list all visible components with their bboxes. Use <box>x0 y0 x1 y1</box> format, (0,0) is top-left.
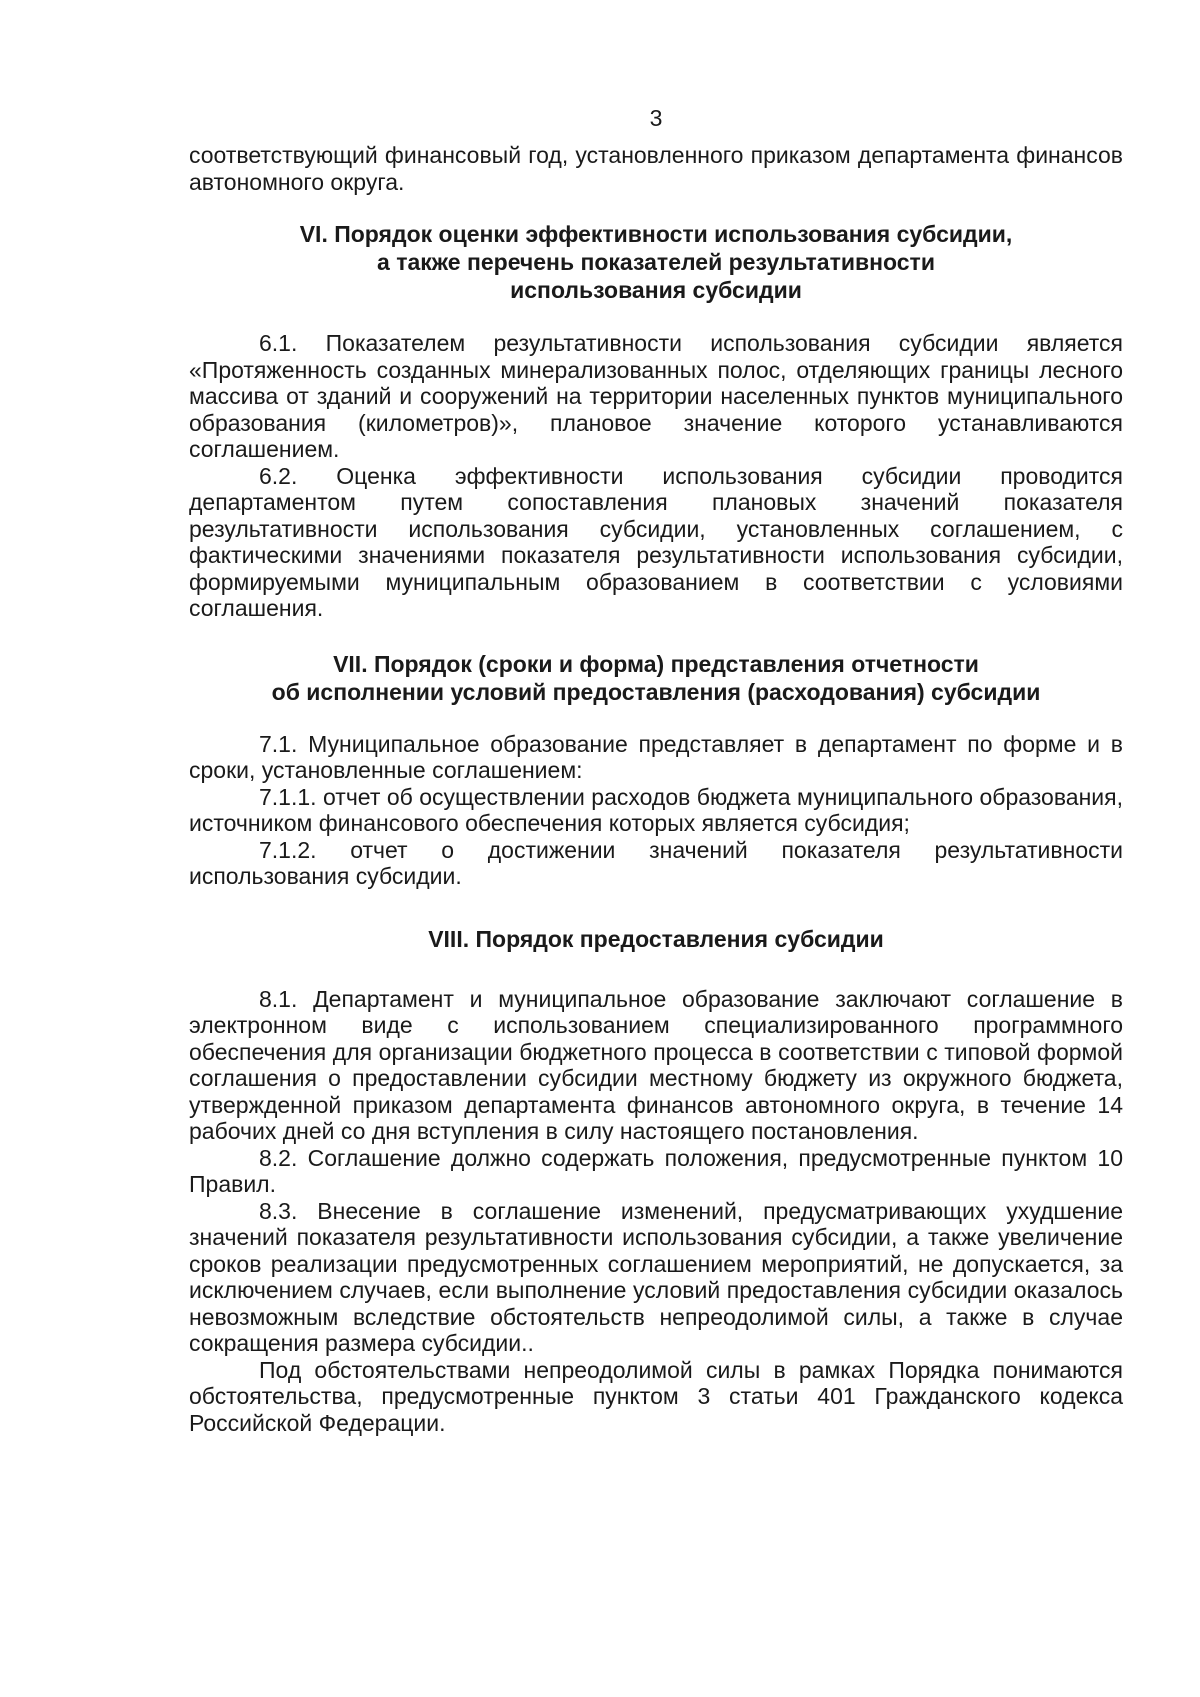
section-7-heading <box>189 650 1123 706</box>
section-6-heading <box>189 220 1123 304</box>
text-column <box>189 104 1123 1436</box>
paragraph-8-3: 8.3. Внесение в соглашение изменений, предусматривающих ухудшение значений показателя результативности использования субсидии, а также увеличение сроков реализации предусмотренных соглашением мероприятий, не допускается, за исключением случаев, если выполнение условий предоставления субсидии оказалось невозможным вследствие обстоятельств непреодолимой силы, а также в случае сокращения размера субсидии.. <box>189 1197 1123 1356</box>
paragraph-8-1: 8.1. Департамент и муниципальное образование заключают соглашение в электронном виде с использованием специализированного программного обеспечения для организации бюджетного процесса в соответствии с типовой формой соглашения о предоставлении субсидии местному бюджету из окружного бюджета, утвержденной приказом департамента финансов автономного округа, в течение 14 рабочих дней со дня вступления в силу настоящего постановления. <box>189 985 1123 1144</box>
heading-line: использования субсидии <box>510 277 802 303</box>
intro-paragraph: соответствующий финансовый год, установленного приказом департамента финансов автономного округа. <box>189 142 1123 195</box>
paragraph-force-majeure: Под обстоятельствами непреодолимой силы в рамках Порядка понимаются обстоятельства, предусмотренные пунктом 3 статьи 401 Гражданского кодекса Российской Федерации. <box>189 1356 1123 1436</box>
section-8-heading <box>189 925 1123 953</box>
paragraph-6-1: 6.1. Показателем результативности использования субсидии является «Протяженность созданных минерализованных полос, отделяющих границы лесного массива от зданий и сооружений на территории населенных пунктов муниципального образования (километров)», плановое значение которого устанавливаются соглашением. <box>189 330 1123 462</box>
heading-line: а также перечень показателей результативности <box>377 249 935 275</box>
heading-line: об исполнении условий предоставления (расходования) субсидии <box>271 678 1041 705</box>
heading-line: VII. Порядок (сроки и форма) представления отчетности <box>333 650 979 677</box>
heading-line: VI. Порядок оценки эффективности использования субсидии, <box>299 221 1013 247</box>
paragraph-7-1: 7.1. Муниципальное образование представляет в департамент по форме и в сроки, установленные соглашением: <box>189 730 1123 783</box>
paragraph-7-1-2: 7.1.2. отчет о достижении значений показателя результативности использования субсидии. <box>189 836 1123 889</box>
paragraph-8-2: 8.2. Соглашение должно содержать положения, предусмотренные пунктом 10 Правил. <box>189 1144 1123 1197</box>
page-number: 3 <box>649 105 663 131</box>
heading-line: VIII. Порядок предоставления субсидии <box>428 925 884 952</box>
paragraph-7-1-1: 7.1.1. отчет об осуществлении расходов бюджета муниципального образования, источником финансового обеспечения которых является субсидия; <box>189 783 1123 836</box>
paragraph-6-2: 6.2. Оценка эффективности использования субсидии проводится департаментом путем сопоставления плановых значений показателя результативности использования субсидии, установленных соглашением, с фактическими значениями показателя результативности использования субсидии, формируемыми муниципальным образованием в соответствии с условиями соглашения. <box>189 462 1123 621</box>
